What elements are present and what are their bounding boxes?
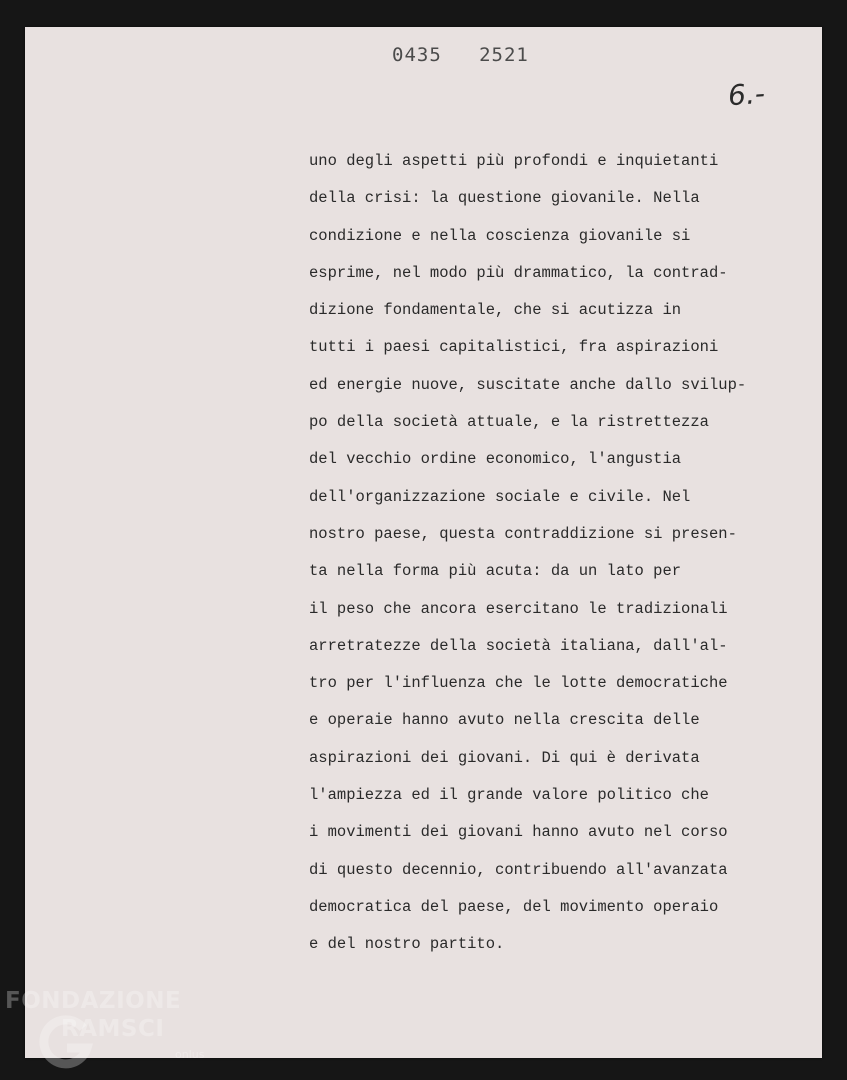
text-line: tutti i paesi capitalistici, fra aspirazioni [309, 338, 719, 357]
text-line: uno degli aspetti più profondi e inquietanti [309, 152, 719, 170]
text-line: i movimenti dei giovani hanno avuto nel corso [309, 823, 728, 842]
text-line: arretratezze della società italiana, dall'al- [309, 636, 728, 655]
text-line: della crisi: la questione giovanile. Nella [309, 189, 700, 208]
text-line: il peso che ancora esercitano le tradizionali [309, 599, 728, 618]
text-line: condizione e nella coscienza giovanile si [309, 226, 691, 245]
text-line: di questo decennio, contribuendo all'avanzata [309, 860, 728, 879]
text-line: nostro paese, questa contraddizione si presen- [309, 524, 737, 543]
text-line: dizione fondamentale, che si acutizza in [309, 301, 682, 320]
watermark-line-3: onlus [175, 1048, 205, 1061]
text-line: esprime, nel modo più drammatico, la contrad- [309, 263, 728, 282]
text-line: e del nostro partito. [309, 935, 505, 954]
page-number: 6.- [726, 76, 766, 113]
text-line: del vecchio ordine economico, l'angustia [309, 450, 682, 469]
text-line: ta nella forma più acuta: da un lato per [309, 562, 682, 581]
watermark-line-2: RAMSCI [61, 1016, 165, 1042]
document-body [309, 150, 779, 971]
watermark-line-1: FONDAZIONE [5, 988, 182, 1014]
text-line: l'ampiezza ed il grande valore politico che [309, 786, 709, 805]
text-line: ed energie nuove, suscitate anche dallo svilup- [309, 375, 747, 394]
fondazione-gramsci-watermark [5, 986, 215, 1076]
text-line: aspirazioni dei giovani. Di qui è derivata [309, 748, 700, 767]
text-line: democratica del paese, del movimento operaio [309, 897, 719, 916]
archive-number: 0435 2521 [392, 44, 529, 66]
text-line: tro per l'influenza che le lotte democratiche [309, 674, 728, 693]
text-line: dell'organizzazione sociale e civile. Nel [309, 487, 691, 506]
text-line: e operaie hanno avuto nella crescita delle [309, 711, 700, 730]
text-line: po della società attuale, e la ristrettezza [309, 413, 709, 432]
